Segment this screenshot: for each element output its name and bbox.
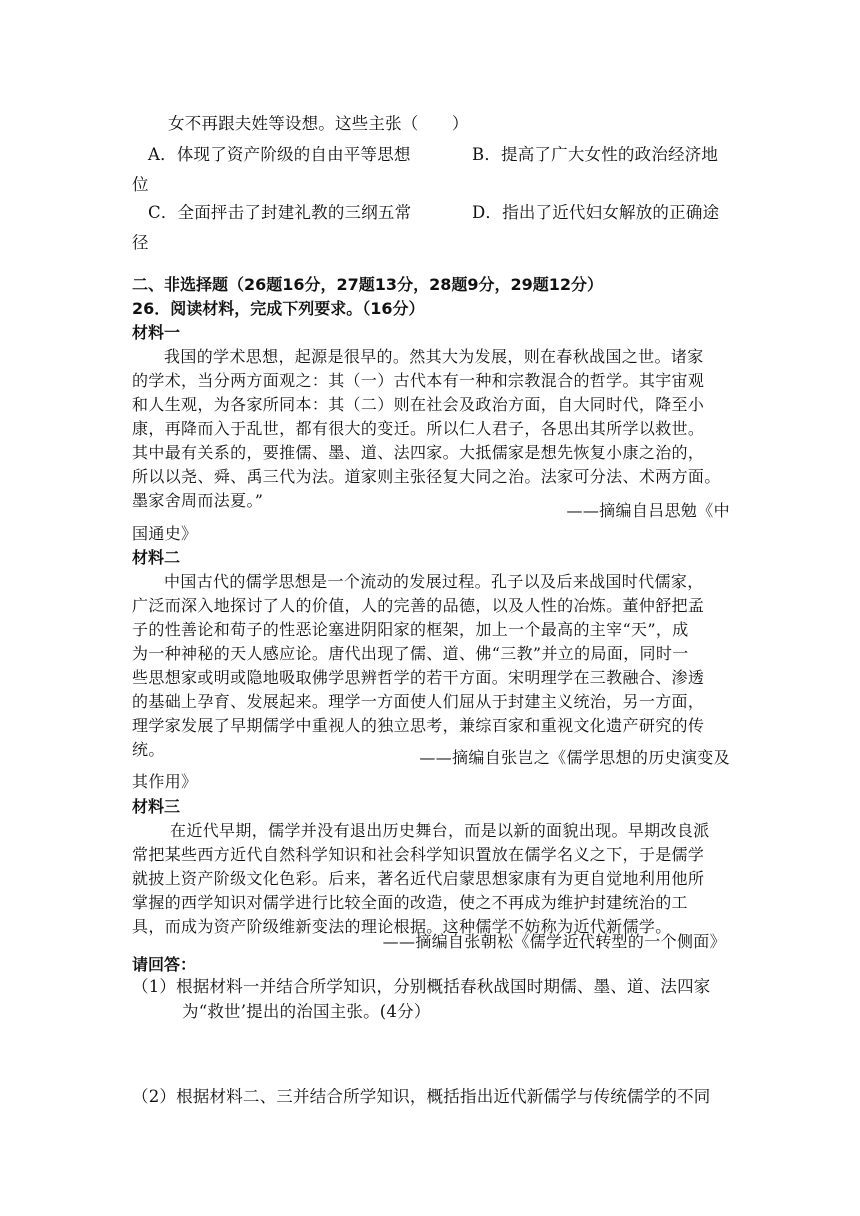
material-1-line: 康，再降而入于乱世，都有很大的变迁。所以仁人君子，各思出其所学以救世。 bbox=[132, 419, 705, 438]
material-1-line: 其中最有关系的，要推儒、墨、道、法四家。大抵儒家是想先恢复小康之治的， bbox=[132, 443, 705, 462]
material-2-line: 中国古代的儒学思想是一个流动的发展过程。孔子以及后来战国时代儒家， bbox=[164, 572, 704, 591]
option-d-wrap: 径 bbox=[132, 233, 149, 252]
material-2-line: 的基础上孕育、发展起来。理学一方面使人们屈从于封建主义统治，另一方面， bbox=[132, 692, 705, 711]
material-1-line: 和人生观，为各家所同本：其（二）则在社会及政治方面，自大同时代，降至小 bbox=[132, 395, 705, 414]
material-2-line: 广泛而深入地探讨了人的价值，人的完善的品德，以及人性的冶炼。董仲舒把孟 bbox=[132, 596, 705, 615]
material-3-label: 材料三 bbox=[132, 797, 181, 816]
material-3-source: ——摘编自张朝松《儒学近代转型的一个侧面》 bbox=[382, 932, 726, 951]
material-2-line: 些思想家或明或隐地吸取佛学思辨哲学的若干方面。宋明理学在三教融合、渗透 bbox=[132, 668, 705, 687]
section-heading: 二、非选择题（26题16分，27题13分，28题9分，29题12分） bbox=[132, 275, 603, 294]
question-stem-end: 女不再跟夫姓等设想。这些主张（ ） bbox=[168, 114, 469, 133]
material-2-source-wrap: 其作用》 bbox=[132, 772, 198, 791]
option-d: D．指出了近代妇女解放的正确途 bbox=[472, 203, 720, 222]
material-3-line: 在近代早期，儒学并没有退出历史舞台，而是以新的面貌出现。早期改良派 bbox=[170, 821, 710, 840]
material-1-source: ——摘编自吕思勉《中 bbox=[566, 501, 730, 520]
material-1-line: 所以以尧、舜、禹三代为法。道家则主张径复大同之治。法家可分法、术两方面。 bbox=[132, 467, 721, 486]
material-3-line: 就披上资产阶级文化色彩。后来，著名近代启蒙思想家康有为更自觉地利用他所 bbox=[132, 869, 705, 888]
question-26-title: 26．阅读材料，完成下列要求。（16分） bbox=[132, 299, 425, 318]
material-1-line: 的学术，当分两方面观之：其（一）古代本有一种和宗教混合的哲学。其宇宙观 bbox=[132, 371, 705, 390]
option-b: B．提高了广大女性的政治经济地 bbox=[472, 145, 719, 164]
material-2-label: 材料二 bbox=[132, 548, 181, 567]
material-1-line: 墨家舍周而法夏。” bbox=[132, 491, 264, 510]
question-1-line-2: 为“救世’提出的治国主张。(4分） bbox=[182, 1002, 431, 1021]
material-1-line: 我国的学术思想，起源是很早的。然其大为发展，则在春秋战国之世。诸家 bbox=[164, 347, 704, 366]
material-3-line: 具，而成为资产阶级维新变法的理论根据。这种儒学不妨称为近代新儒学。 bbox=[132, 917, 672, 936]
material-2-source: ——摘编自张岂之《儒学思想的历史演变及 bbox=[419, 748, 730, 767]
question-1-line-1: （1）根据材料一并结合所学知识，分别概括春秋战国时期儒、墨、道、法四家 bbox=[132, 977, 711, 996]
option-c: C．全面抨击了封建礼教的三纲五常 bbox=[148, 203, 412, 222]
material-2-line: 理学家发展了早期儒学中重视人的独立思考，兼综百家和重视文化遗产研究的传 bbox=[132, 716, 705, 735]
material-2-line: 统。 bbox=[132, 740, 165, 759]
material-1-label: 材料一 bbox=[132, 323, 181, 342]
material-3-line: 常把某些西方近代自然科学知识和社会科学知识置放在儒学名义之下，于是儒学 bbox=[132, 845, 705, 864]
material-2-line: 子的性善论和荀子的性恶论塞进阴阳家的框架，加上一个最高的主宰“天”，成 bbox=[132, 620, 689, 639]
answer-prompt: 请回答： bbox=[132, 955, 197, 974]
material-1-source-wrap: 国通史》 bbox=[132, 524, 198, 543]
material-2-line: 为一种神秘的天人感应论。唐代出现了儒、道、佛“三教”并立的局面，同时一 bbox=[132, 644, 689, 663]
question-2-line-1: （2）根据材料二、三并结合所学知识，概括指出近代新儒学与传统儒学的不同 bbox=[132, 1087, 711, 1106]
option-b-wrap: 位 bbox=[132, 175, 149, 194]
option-a: A．体现了资产阶级的自由平等思想 bbox=[148, 145, 411, 164]
material-3-line: 掌握的西学知识对儒学进行比较全面的改造，使之不再成为维护封建统治的工 bbox=[132, 893, 688, 912]
